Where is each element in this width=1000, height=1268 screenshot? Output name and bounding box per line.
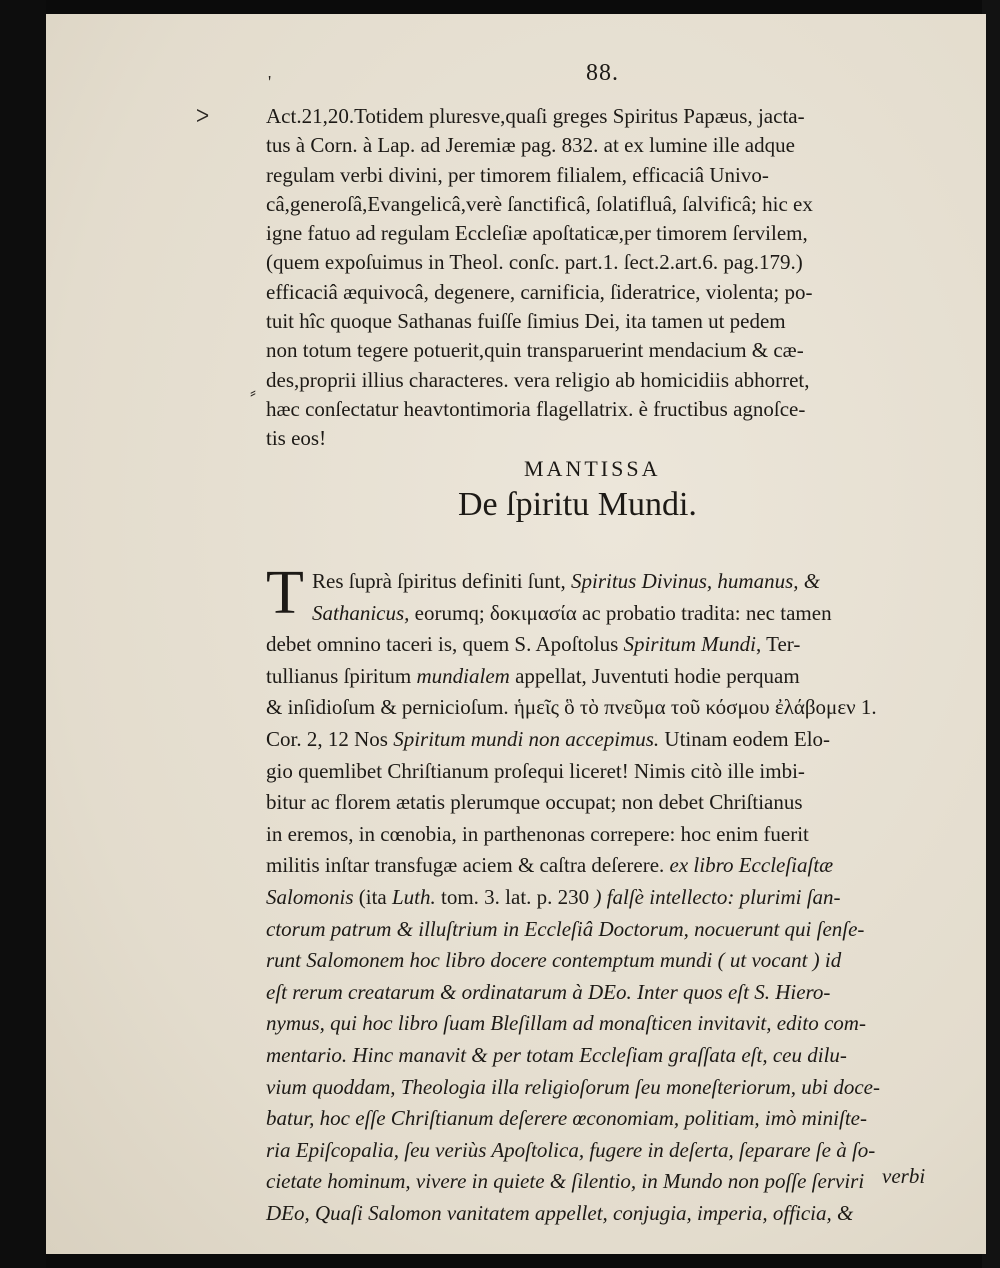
section-heading: MANTISSA	[524, 456, 661, 481]
italic-run: ex libro Eccleſiaſtæ	[669, 853, 834, 878]
text-run: Cor. 2, 12 Nos	[266, 726, 394, 751]
text-line: câ,generoſâ,Evangelicâ,verè ſanctificâ, ſolatifluâ, ſalvificâ; hic ex	[266, 191, 813, 216]
text-run: , Ter-	[755, 632, 801, 657]
italic-run: Inter quos eſt S. Hiero-	[631, 979, 831, 1004]
text-line: tis eos!	[266, 426, 327, 451]
text-line	[266, 850, 946, 882]
section-subtitle: De ſpiritu Mundi.	[458, 486, 697, 523]
italic-run: mundialem	[416, 663, 510, 688]
text-run: debet omnino taceri is, quem S. Apoſtolus	[266, 632, 624, 657]
book-page	[46, 14, 986, 1254]
text-run: tullianus ſpiritum	[266, 663, 417, 688]
margin-mark: '	[268, 72, 272, 92]
text-run: tom. 3. lat. p. 230	[435, 884, 595, 909]
text-line	[266, 1008, 946, 1040]
text-run: Utinam eodem Elo-	[659, 726, 831, 751]
text-line: (quem expoſuimus in Theol. conſc. part.1. ſect.2.art.6. pag.179.)	[266, 250, 803, 275]
italic-run: runt Salomonem hoc libro docere contemptum mundi ( ut vocant ) id	[266, 948, 842, 973]
text-line	[266, 1166, 946, 1198]
italic-run: Salomonis	[266, 884, 354, 909]
scan-border-left	[0, 0, 46, 1268]
italic-run: Spiritum mundi non accepimus.	[393, 726, 660, 751]
text-line	[266, 1135, 946, 1167]
text-line	[266, 787, 946, 819]
italic-run: Spiritus Divinus, humanus, &	[570, 569, 821, 593]
text-line: des,proprii illius characteres. vera religio ab homicidiis abhorret,	[266, 367, 810, 392]
text-line: tuit hîc quoque Sathanas fuiſſe ſimius Dei, ita tamen ut pedem	[266, 309, 786, 334]
italic-run: nymus, qui hoc libro ſuam Bleſillam ad monaſticen invitavit, edito com-	[266, 1011, 866, 1036]
text-run: eorumq; δοκιμασία ac probatio tradita: nec tamen	[409, 600, 832, 625]
text-line: igne fatuo ad regulam Eccleſiæ apoſtaticæ,per timorem ſervilem,	[266, 221, 808, 246]
text-line: hæc conſectatur heavtontimoria flagellatrix. è fructibus agnoſce-	[266, 396, 806, 421]
italic-run: ) falſè intellecto: plurimi ſan-	[594, 884, 841, 909]
text-line	[266, 977, 946, 1009]
text-line	[266, 945, 946, 977]
italic-run: Sathanicus,	[312, 600, 410, 625]
text-line: non totum tegere potuerit,quin transparuerint mendacium & cæ-	[266, 338, 804, 363]
text-line	[266, 882, 946, 914]
text-line	[266, 724, 946, 756]
text-line	[266, 756, 946, 788]
page-number: 88.	[586, 60, 619, 86]
text-line	[266, 692, 946, 724]
italic-run: Hinc manavit & per totam Eccleſiam graſſata eſt, ceu dilu-	[347, 1042, 847, 1067]
paragraph-2	[266, 566, 946, 1229]
text-line	[266, 629, 946, 661]
italic-run: vium quoddam, Theologia illa religioſorum ſeu moneſteriorum, ubi doce-	[266, 1074, 880, 1099]
text-line: regulam verbi divini, per timorem filialem, efficaciâ Univo-	[266, 162, 769, 187]
text-run: appellat, Juventuti hodie perquam	[509, 663, 800, 688]
text-line	[266, 661, 946, 693]
text-run: militis inſtar transfugæ aciem & caſtra deſerere.	[266, 853, 670, 878]
italic-run: Luth.	[392, 884, 436, 909]
text-run: gio quemlibet Chriſtianum proſequi liceret! Nimis citò ille imbi-	[266, 758, 805, 783]
italic-run: cietate hominum, vivere in quiete & ſilentio, in Mundo non poſſe ſerviri	[266, 1169, 865, 1194]
text-run: bitur ac florem ætatis plerumque occupat; non debet Chriſtianus	[266, 790, 803, 815]
italic-run: ria Epiſcopalia, ſeu veriùs Apoſtolica, fugere in deſerta, ſeparare ſe à ſo-	[266, 1137, 876, 1162]
margin-mark: ᐳ	[196, 106, 210, 126]
text-line	[266, 1198, 946, 1230]
text-line	[266, 598, 946, 630]
text-line	[266, 566, 946, 598]
text-run: in eremos, in cœnobia, in parthenonas correpere: hoc enim fuerit	[266, 821, 809, 846]
paragraph-1	[266, 102, 946, 454]
margin-mark: ⸗	[250, 382, 256, 402]
italic-run: batur, hoc eſſe Chriſtianum deſerere œconomiam, politiam, imò miniſte-	[266, 1106, 867, 1131]
catchword: verbi	[882, 1164, 926, 1188]
text-line: Act.21,20.Totidem pluresve,quaſi greges Spiritus Papæus, jacta-	[266, 104, 805, 128]
italic-run: DEo, Quaſi Salomon vanitatem appellet, conjugia, imperia, officia, &	[266, 1200, 854, 1225]
italic-run: ctorum patrum & illuſtrium in Eccleſiâ Doctorum, nocuerunt qui ſenſe-	[266, 916, 865, 941]
text-line	[266, 1040, 946, 1072]
italic-run: mentario.	[266, 1042, 348, 1067]
text-line: efficaciâ æquivocâ, degenere, carnificia, ſideratrice, violenta; po-	[266, 279, 813, 304]
italic-run: Spiritum Mundi	[623, 632, 756, 657]
text-line	[266, 819, 946, 851]
drop-cap: T	[266, 559, 304, 627]
text-run: Res ſuprà ſpiritus definiti ſunt,	[312, 569, 571, 593]
text-line	[266, 1072, 946, 1104]
text-line	[266, 914, 946, 946]
text-line: tus à Corn. à Lap. ad Jeremiæ pag. 832. at ex lumine ille adque	[266, 133, 795, 158]
text-line	[266, 1103, 946, 1135]
italic-run: eſt rerum creatarum & ordinatarum à DEo.	[266, 979, 632, 1004]
text-run: (ita	[353, 884, 392, 909]
text-run: & inſidioſum & pernicioſum. ἡμεῖς ὃ τὸ πνεῦμα τοῦ κόσμου ἐλάβομεν 1.	[266, 695, 877, 720]
